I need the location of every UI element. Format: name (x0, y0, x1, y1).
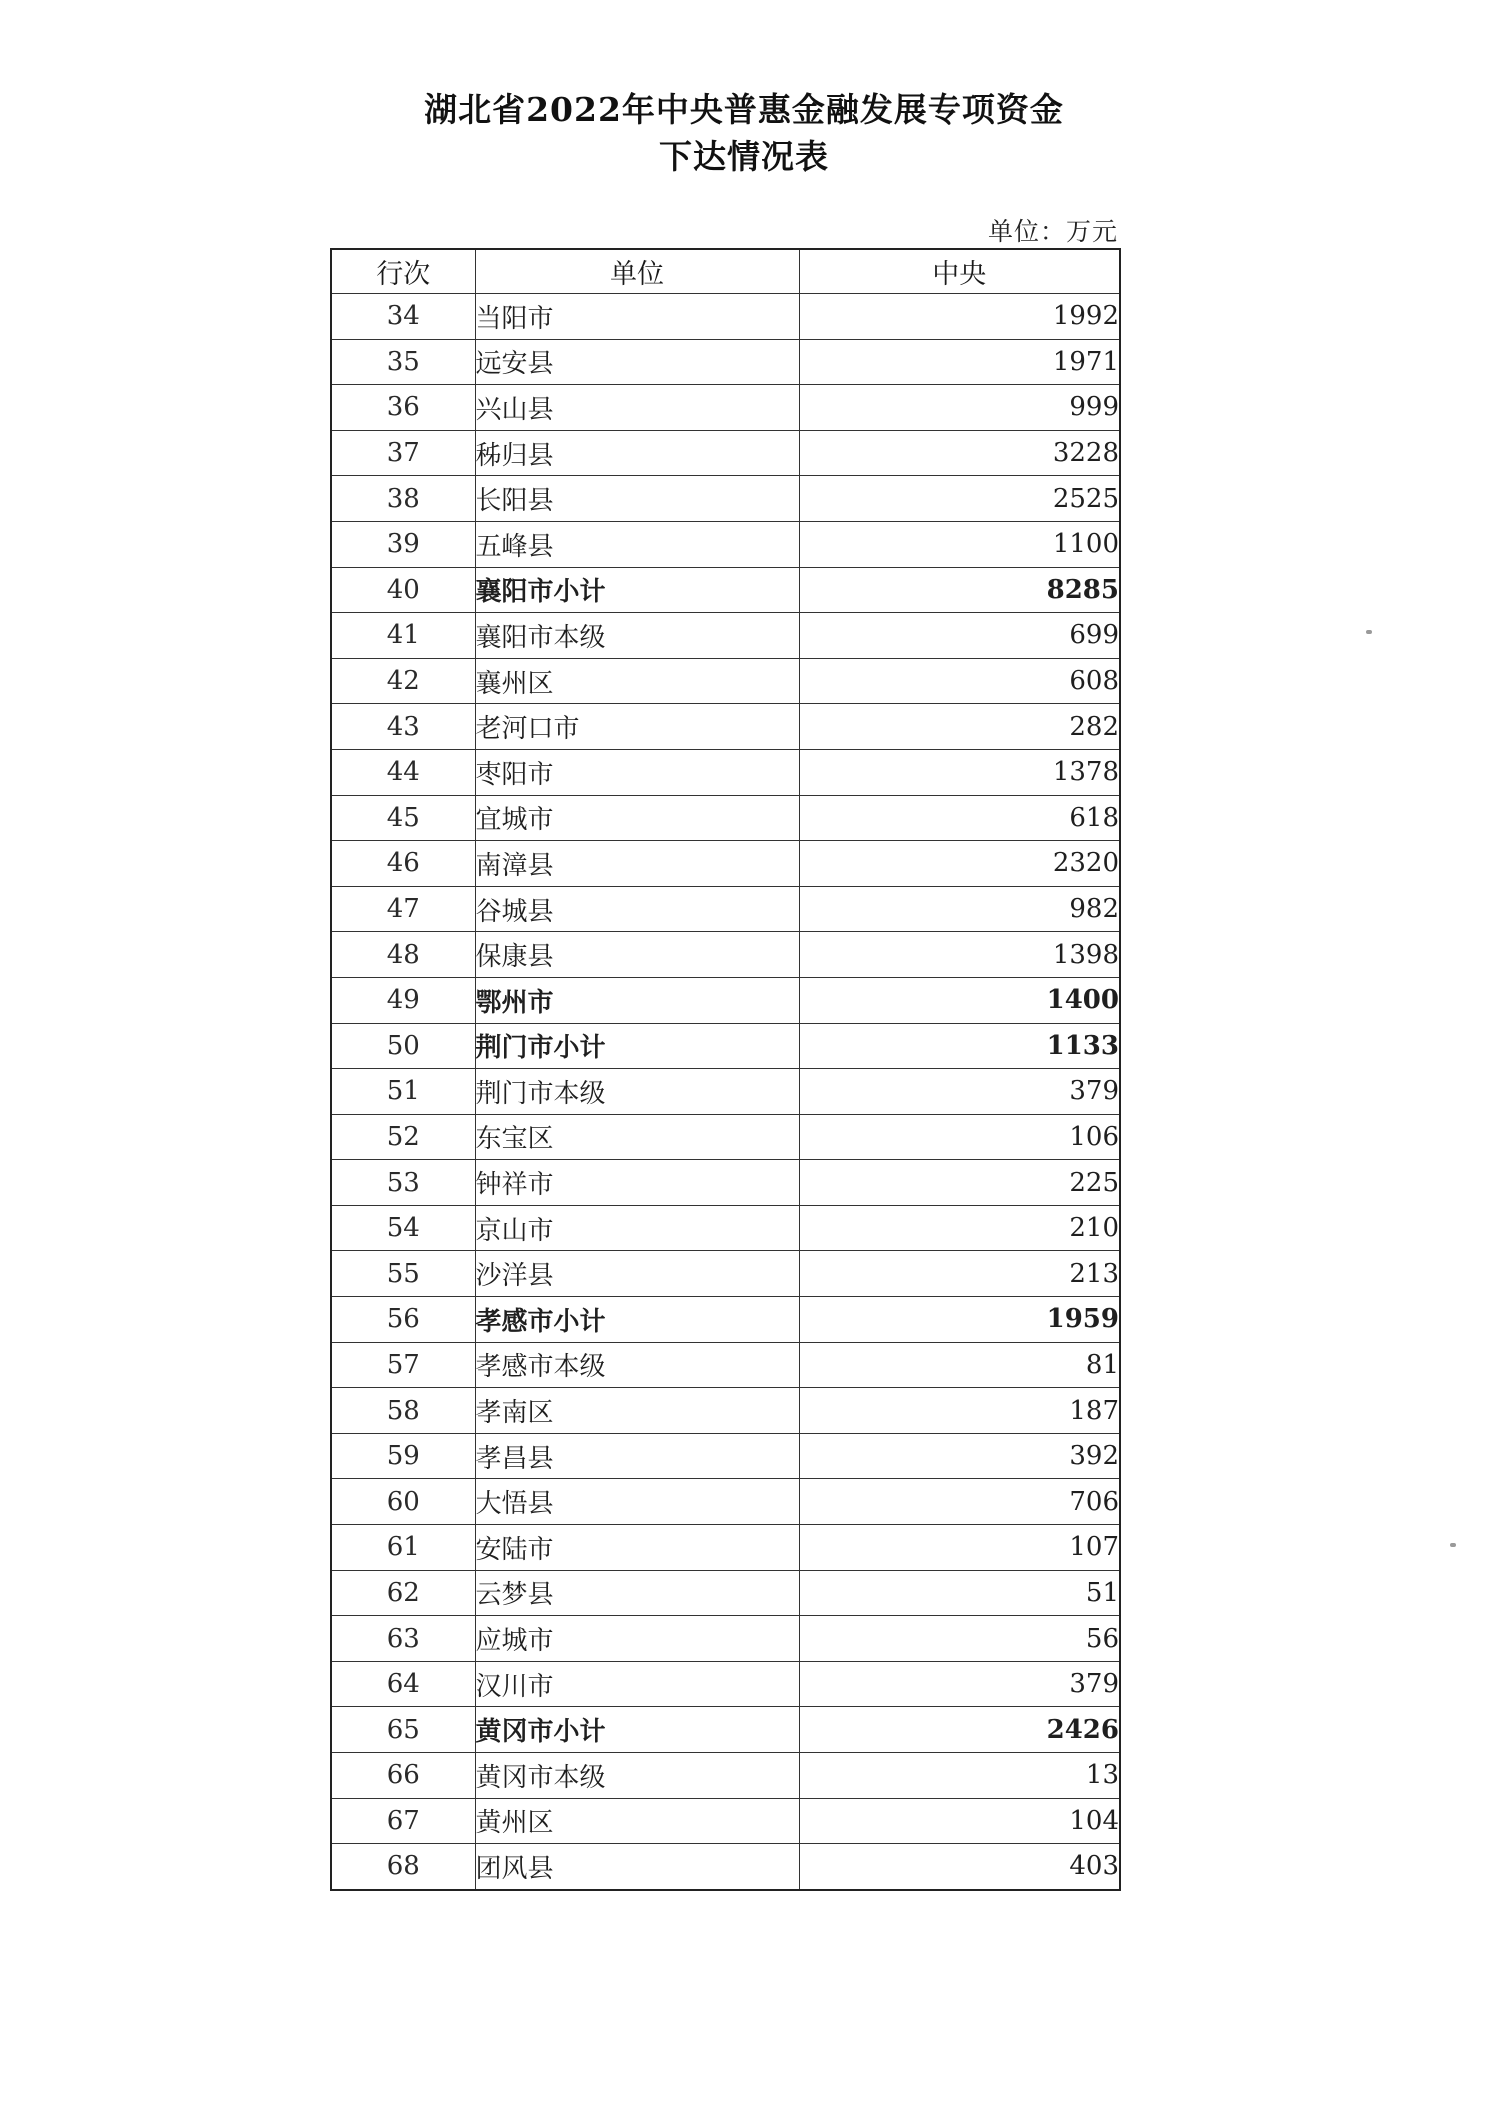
row-index-cell: 36 (331, 385, 475, 431)
table-row (331, 886, 1120, 932)
table-row (331, 1160, 1120, 1206)
unit-note: 单位：万元 (987, 217, 1118, 246)
table-row (331, 932, 1120, 978)
table-row (331, 1616, 1120, 1662)
central-amount-cell: 56 (799, 1616, 1120, 1662)
unit-name-cell: 孝感市本级 (475, 1342, 799, 1388)
table-row (331, 1570, 1120, 1616)
unit-name-cell: 安陆市 (475, 1525, 799, 1571)
row-index-cell: 56 (331, 1297, 475, 1343)
row-index-cell: 68 (331, 1844, 475, 1890)
unit-name-cell: 京山市 (475, 1205, 799, 1251)
table-row (331, 1753, 1120, 1799)
unit-name-cell: 荆门市本级 (475, 1069, 799, 1115)
unit-name-cell: 黄冈市小计 (475, 1707, 799, 1753)
table-row (331, 385, 1120, 431)
document-title-line2: 下达情况表 (659, 137, 829, 176)
unit-name-cell: 襄阳市本级 (475, 613, 799, 659)
table-row (331, 1661, 1120, 1707)
central-amount-cell: 379 (799, 1661, 1120, 1707)
table-row (331, 1023, 1120, 1069)
header-row-index: 行次 (331, 249, 475, 294)
central-amount-cell: 608 (799, 658, 1120, 704)
unit-name-cell: 老河口市 (475, 704, 799, 750)
central-amount-cell: 2320 (799, 841, 1120, 887)
central-amount-cell: 1971 (799, 339, 1120, 385)
central-amount-cell: 13 (799, 1753, 1120, 1799)
table-row (331, 1433, 1120, 1479)
scan-speck (1450, 1543, 1456, 1547)
row-index-cell: 63 (331, 1616, 475, 1662)
unit-name-cell: 孝昌县 (475, 1433, 799, 1479)
row-index-cell: 57 (331, 1342, 475, 1388)
central-amount-cell: 187 (799, 1388, 1120, 1434)
table-row (331, 1251, 1120, 1297)
central-amount-cell: 706 (799, 1479, 1120, 1525)
table-body (331, 294, 1120, 1890)
table-row (331, 1388, 1120, 1434)
central-amount-cell: 2426 (799, 1707, 1120, 1753)
table-row (331, 294, 1120, 340)
central-amount-cell: 1100 (799, 521, 1120, 567)
table-row (331, 1798, 1120, 1844)
central-amount-cell: 1959 (799, 1297, 1120, 1343)
row-index-cell: 34 (331, 294, 475, 340)
funding-table (330, 248, 1121, 1891)
central-amount-cell: 104 (799, 1798, 1120, 1844)
row-index-cell: 46 (331, 841, 475, 887)
document-title-line1: 湖北省2022年中央普惠金融发展专项资金 (424, 90, 1064, 129)
unit-name-cell: 汉川市 (475, 1661, 799, 1707)
central-amount-cell: 1992 (799, 294, 1120, 340)
row-index-cell: 67 (331, 1798, 475, 1844)
central-amount-cell: 1400 (799, 977, 1120, 1023)
table-row (331, 476, 1120, 522)
table-row (331, 1069, 1120, 1115)
central-amount-cell: 999 (799, 385, 1120, 431)
row-index-cell: 51 (331, 1069, 475, 1115)
unit-name-cell: 东宝区 (475, 1114, 799, 1160)
header-unit: 单位 (475, 249, 799, 294)
unit-name-cell: 襄阳市小计 (475, 567, 799, 613)
central-amount-cell: 392 (799, 1433, 1120, 1479)
table-row (331, 1297, 1120, 1343)
table-row (331, 1479, 1120, 1525)
row-index-cell: 64 (331, 1661, 475, 1707)
row-index-cell: 40 (331, 567, 475, 613)
table-row (331, 704, 1120, 750)
central-amount-cell: 210 (799, 1205, 1120, 1251)
row-index-cell: 65 (331, 1707, 475, 1753)
unit-name-cell: 宜城市 (475, 795, 799, 841)
table-row (331, 521, 1120, 567)
central-amount-cell: 2525 (799, 476, 1120, 522)
unit-name-cell: 大悟县 (475, 1479, 799, 1525)
unit-name-cell: 鄂州市 (475, 977, 799, 1023)
table-row (331, 430, 1120, 476)
table-header (331, 249, 1120, 294)
central-amount-cell: 403 (799, 1844, 1120, 1890)
unit-name-cell: 保康县 (475, 932, 799, 978)
unit-name-cell: 襄州区 (475, 658, 799, 704)
central-amount-cell: 379 (799, 1069, 1120, 1115)
row-index-cell: 50 (331, 1023, 475, 1069)
row-index-cell: 47 (331, 886, 475, 932)
central-amount-cell: 107 (799, 1525, 1120, 1571)
unit-name-cell: 五峰县 (475, 521, 799, 567)
unit-name-cell: 当阳市 (475, 294, 799, 340)
table-row (331, 749, 1120, 795)
unit-name-cell: 钟祥市 (475, 1160, 799, 1206)
row-index-cell: 59 (331, 1433, 475, 1479)
row-index-cell: 44 (331, 749, 475, 795)
row-index-cell: 53 (331, 1160, 475, 1206)
central-amount-cell: 1378 (799, 749, 1120, 795)
unit-name-cell: 枣阳市 (475, 749, 799, 795)
row-index-cell: 49 (331, 977, 475, 1023)
table-row (331, 567, 1120, 613)
table-row (331, 339, 1120, 385)
unit-name-cell: 兴山县 (475, 385, 799, 431)
central-amount-cell: 618 (799, 795, 1120, 841)
table-row (331, 795, 1120, 841)
row-index-cell: 38 (331, 476, 475, 522)
central-amount-cell: 225 (799, 1160, 1120, 1206)
row-index-cell: 45 (331, 795, 475, 841)
row-index-cell: 60 (331, 1479, 475, 1525)
central-amount-cell: 1398 (799, 932, 1120, 978)
central-amount-cell: 51 (799, 1570, 1120, 1616)
row-index-cell: 52 (331, 1114, 475, 1160)
unit-name-cell: 应城市 (475, 1616, 799, 1662)
scan-speck (1366, 630, 1372, 634)
central-amount-cell: 982 (799, 886, 1120, 932)
table-row (331, 613, 1120, 659)
row-index-cell: 58 (331, 1388, 475, 1434)
header-central: 中央 (799, 249, 1120, 294)
unit-name-cell: 谷城县 (475, 886, 799, 932)
row-index-cell: 35 (331, 339, 475, 385)
central-amount-cell: 81 (799, 1342, 1120, 1388)
row-index-cell: 42 (331, 658, 475, 704)
unit-name-cell: 黄州区 (475, 1798, 799, 1844)
table-row (331, 1707, 1120, 1753)
row-index-cell: 55 (331, 1251, 475, 1297)
unit-name-cell: 团风县 (475, 1844, 799, 1890)
central-amount-cell: 106 (799, 1114, 1120, 1160)
unit-name-cell: 长阳县 (475, 476, 799, 522)
unit-name-cell: 黄冈市本级 (475, 1753, 799, 1799)
row-index-cell: 48 (331, 932, 475, 978)
table-row (331, 1342, 1120, 1388)
table-row (331, 841, 1120, 887)
table-row (331, 977, 1120, 1023)
unit-name-cell: 孝感市小计 (475, 1297, 799, 1343)
central-amount-cell: 213 (799, 1251, 1120, 1297)
central-amount-cell: 8285 (799, 567, 1120, 613)
row-index-cell: 41 (331, 613, 475, 659)
table-row (331, 1205, 1120, 1251)
unit-name-cell: 云梦县 (475, 1570, 799, 1616)
central-amount-cell: 3228 (799, 430, 1120, 476)
central-amount-cell: 1133 (799, 1023, 1120, 1069)
table-row (331, 1114, 1120, 1160)
row-index-cell: 37 (331, 430, 475, 476)
row-index-cell: 54 (331, 1205, 475, 1251)
central-amount-cell: 699 (799, 613, 1120, 659)
unit-name-cell: 南漳县 (475, 841, 799, 887)
table-row (331, 1525, 1120, 1571)
row-index-cell: 62 (331, 1570, 475, 1616)
table-row (331, 1844, 1120, 1890)
unit-name-cell: 沙洋县 (475, 1251, 799, 1297)
unit-name-cell: 孝南区 (475, 1388, 799, 1434)
header-row (331, 249, 1120, 294)
unit-name-cell: 荆门市小计 (475, 1023, 799, 1069)
central-amount-cell: 282 (799, 704, 1120, 750)
row-index-cell: 66 (331, 1753, 475, 1799)
unit-name-cell: 秭归县 (475, 430, 799, 476)
row-index-cell: 61 (331, 1525, 475, 1571)
row-index-cell: 39 (331, 521, 475, 567)
row-index-cell: 43 (331, 704, 475, 750)
unit-name-cell: 远安县 (475, 339, 799, 385)
table-row (331, 658, 1120, 704)
